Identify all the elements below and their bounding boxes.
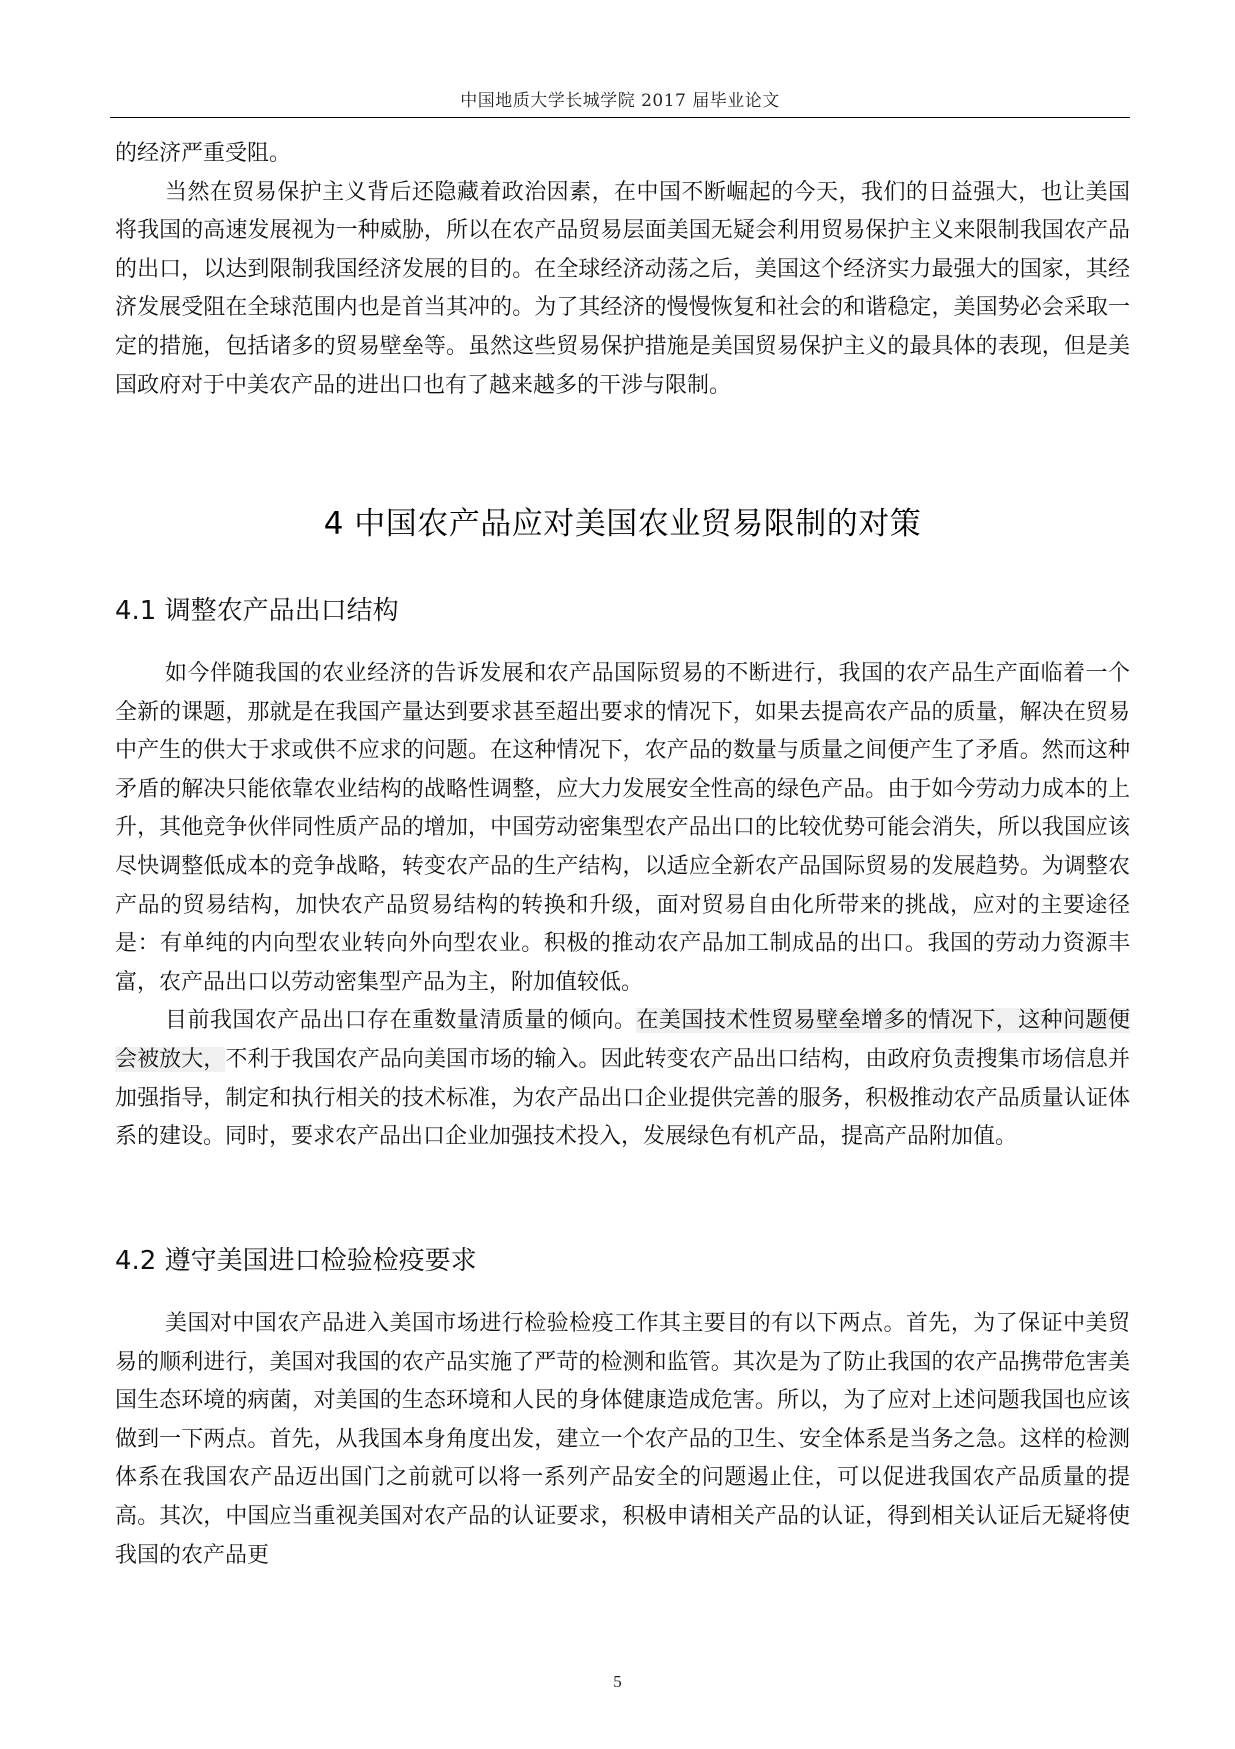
continued-text-block: [115, 135, 1130, 405]
header-rule: [110, 117, 1130, 118]
paragraph: 如今伴随我国的农业经济的告诉发展和农产品国际贸易的不断进行，我国的农产品生产面临着一个全新的课题，那就是在我国产量达到要求甚至超出要求的情况下，如果去提高农产品的质量，解决在贸易中产生的供大于求或供不应求的问题。在这种情况下，农产品的数量与质量之间便产生了矛盾。然而这种矛盾的解决只能依靠农业结构的战略性调整，应大力发展安全性高的绿色产品。由于如今劳动力成本的上升，其他竞争伙伴同性质产品的增加，中国劳动密集型农产品出口的比较优势可能会消失，所以我国应该尽快调整低成本的竞争战略，转变农产品的生产结构，以适应全新农产品国际贸易的发展趋势。为调整农产品的贸易结构，加快农产品贸易结构的转换和升级，面对贸易自由化所带来的挑战，应对的主要途径是：有单纯的内向型农业转向外向型农业。积极的推动农产品加工制成品的出口。我国的劳动力资源丰富，农产品出口以劳动密集型产品为主，附加值较低。: [115, 661, 1130, 995]
text-run: 目前我国农产品出口存在重数量清质量的倾向。: [165, 1008, 637, 1034]
running-header: 中国地质大学长城学院 2017 届毕业论文: [460, 91, 780, 111]
paragraph: [115, 1002, 1130, 1156]
section-title-4-1: 4.1 调整农产品出口结构: [115, 596, 399, 626]
highlighted-text: 这种问题便会被放大，: [115, 1008, 1130, 1072]
page-number: 5: [613, 1672, 622, 1691]
text-run: 不利于我国农产品向美国市场的输入。因此转变农产品出口结构，由政府负责搜集市场信息并加强指导，制定和执行相关的技术标准，为农产品出口企业提供完善的服务，积极推动农产品质量认证体系的建设。同时，要求农产品出口企业加强技术投入，发展绿色有机产品，提高产品附加值。: [115, 1046, 1130, 1150]
section-title-4-2: 4.2 遵守美国进口检验检疫要求: [115, 1246, 477, 1276]
section-4-2-body: [115, 1305, 1130, 1575]
paragraph: 当然在贸易保护主义背后还隐藏着政治因素，在中国不断崛起的今天，我们的日益强大，也让美国将我国的高速发展视为一种威胁，所以在农产品贸易层面美国无疑会利用贸易保护主义来限制我国农产品的出口，以达到限制我国经济发展的目的。在全球经济动荡之后，美国这个经济实力最强大的国家，其经济发展受阻在全球范围内也是首当其冲的。为了其经济的慢慢恢复和社会的和谐稳定，美国势必会采取一定的措施，包括诸多的贸易壁垒等。虽然这些贸易保护措施是美国贸易保护主义的最具体的表现，但是美国政府对于中美农产品的进出口也有了越来越多的干涉与限制。: [115, 179, 1130, 398]
chapter-title: 4 中国农产品应对美国农业贸易限制的对策: [323, 506, 922, 542]
paragraph: 美国对中国农产品进入美国市场进行检验检疫工作其主要目的有以下两点。首先，为了保证中美贸易的顺利进行，美国对我国的农产品实施了严苛的检测和监管。其次是为了防止我国的农产品携带危害美国生态环境的病菌，对美国的生态环境和人民的身体健康造成危害。所以，为了应对上述问题我国也应该做到一下两点。首先，从我国本身角度出发，建立一个农产品的卫生、安全体系是当务之急。这样的检测体系在我国农产品迈出国门之前就可以将一系列产品安全的问题遏止住，可以促进我国农产品质量的提高。其次，中国应当重视美国对农产品的认证要求，积极申请相关产品的认证，得到相关认证后无疑将使我国的农产品更: [115, 1311, 1130, 1568]
section-4-1-body: [115, 655, 1130, 1157]
paragraph: 的经济严重受阻。: [115, 141, 292, 166]
highlighted-text: 在美国技术性贸易壁垒增多的情况下，: [636, 1008, 1019, 1034]
